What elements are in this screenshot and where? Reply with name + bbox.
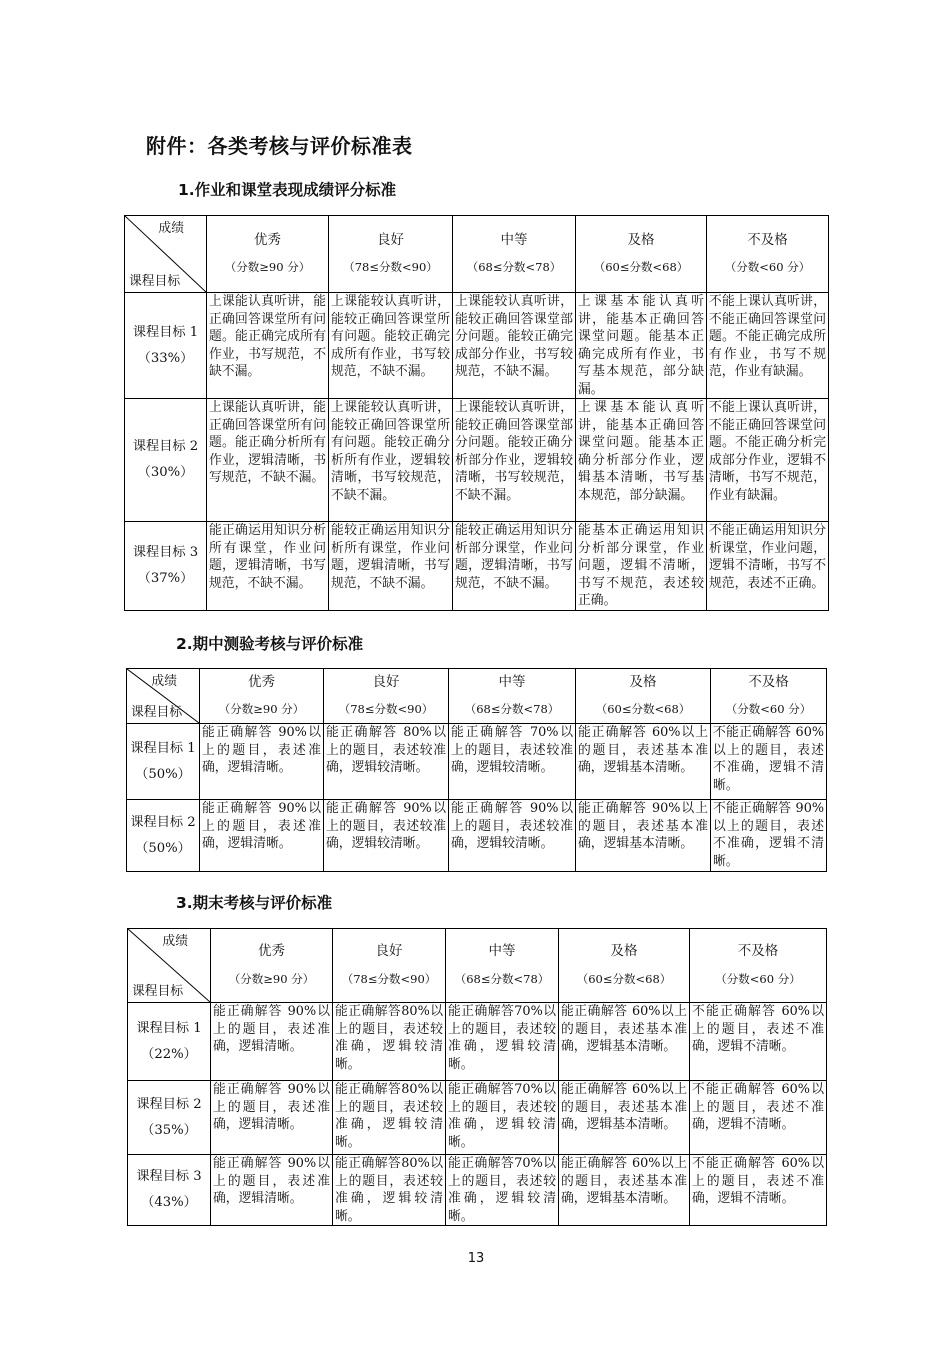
level-score-range: （68≤分数<78）	[464, 702, 560, 716]
criteria-cell: 能正确解答 60%以上的题目，表述基本准确，逻辑基本清晰。	[559, 1155, 690, 1226]
corner-goal-label: 课程目标	[132, 983, 184, 999]
course-goal-cell	[125, 399, 207, 522]
criteria-cell: 能正确解答 90%以上的题目，表述准确，逻辑清晰。	[211, 1003, 333, 1081]
criteria-cell: 上课能认真听讲，能正确回答课堂所有问题。能正确完成所有作业，书写规范，不缺不漏。	[207, 293, 329, 399]
criteria-cell: 上课基本能认真听讲，能基本正确回答课堂问题。能基本正确完成所有作业，书写基本规范，部分缺漏。	[576, 293, 707, 399]
level-header-cell	[200, 669, 324, 724]
level-name: 中等	[498, 673, 526, 690]
corner-score-label: 成绩	[151, 674, 177, 689]
level-name: 中等	[500, 231, 528, 248]
course-goal-cell	[127, 724, 200, 800]
corner-goal-label: 课程目标	[129, 273, 181, 289]
criteria-cell: 能正确解答 90%以上的题目，表述准确，逻辑清晰。	[200, 800, 324, 872]
level-header-cell	[559, 929, 690, 1003]
level-score-range: （78≤分数<90）	[341, 971, 437, 986]
level-score-range: （68≤分数<78）	[454, 971, 550, 986]
level-name: 中等	[488, 943, 516, 959]
level-name: 不及格	[737, 943, 779, 959]
level-header-cell	[707, 216, 829, 293]
final-grading-table	[127, 928, 827, 1226]
level-score-range: （分数<60 分）	[724, 260, 811, 274]
table-row	[127, 800, 827, 872]
level-score-range: （分数<60 分）	[725, 702, 812, 716]
diagonal-header-cell	[127, 669, 200, 724]
corner-score-label: 成绩	[158, 221, 184, 236]
criteria-cell: 能正确解答 90%以上的题目，表述较准确，逻辑较清晰。	[449, 800, 576, 872]
criteria-cell: 能正确解答80%以上的题目，表述较准确，逻辑较清晰。	[333, 1155, 446, 1226]
criteria-cell: 能正确解答 90%以上的题目，表述基本准确，逻辑基本清晰。	[576, 800, 711, 872]
level-header-cell	[449, 669, 576, 724]
table-row	[128, 1003, 827, 1081]
criteria-cell: 能正确解答80%以上的题目，表述较准确，逻辑较清晰。	[333, 1081, 446, 1155]
criteria-cell: 不能正确解答 60%以上的题目，表述不准确，逻辑不清晰。	[690, 1003, 827, 1081]
criteria-cell: 能正确解答 90%以上的题目，表述准确，逻辑清晰。	[211, 1081, 333, 1155]
criteria-cell: 能正确解答 60%以上的题目，表述基本准确，逻辑基本清晰。	[559, 1081, 690, 1155]
criteria-cell: 上课能较认真听讲，能较正确回答课堂所有问题。能较正确完成所有作业，书写较规范，不缺不漏。	[329, 293, 453, 399]
course-goal-label: 课程目标 3	[132, 545, 199, 560]
criteria-cell: 能较正确运用知识分析所有课堂，作业问题，逻辑清晰，书写规范，不缺不漏。	[329, 522, 453, 611]
criteria-cell: 能正确解答 90%以上的题目，表述准确，逻辑清晰。	[200, 724, 324, 800]
header-row	[128, 929, 827, 1003]
level-name: 及格	[629, 673, 657, 690]
criteria-cell: 上课能较认真听讲，能较正确回答课堂部分问题。能较正确分析部分作业，逻辑较清晰，书写较规范，不缺不漏。	[453, 399, 576, 522]
course-goal-cell	[127, 800, 200, 872]
header-row	[125, 216, 829, 293]
criteria-cell: 不能正确解答 90%以上的题目，表述不准确，逻辑不清晰。	[711, 800, 827, 872]
course-goal-cell	[128, 1003, 211, 1081]
criteria-cell: 能正确解答 60%以上的题目，表述基本准确，逻辑基本清晰。	[576, 724, 711, 800]
course-goal-label: 课程目标 1	[132, 324, 199, 340]
table-row	[127, 724, 827, 800]
table-row	[125, 293, 829, 399]
level-score-range: （78≤分数<90）	[338, 702, 434, 716]
level-header-cell	[576, 669, 711, 724]
criteria-cell: 能较正确运用知识分析部分课堂，作业问题，逻辑清晰，书写规范，不缺不漏。	[453, 522, 576, 611]
table-row	[128, 1155, 827, 1226]
level-name: 及格	[627, 231, 655, 248]
level-header-cell	[576, 216, 707, 293]
criteria-cell: 能基本正确运用知识分析部分课堂，作业问题，逻辑不清晰，书写不规范，表述较正确。	[576, 522, 707, 611]
level-score-range: （分数≥90 分）	[224, 260, 311, 274]
course-goal-weight: （43%）	[141, 1195, 197, 1210]
course-goal-cell	[128, 1155, 211, 1226]
criteria-cell: 能正确解答 80%以上的题目，表述较准确，逻辑较清晰。	[324, 724, 449, 800]
level-score-range: （分数<60 分）	[715, 971, 801, 986]
level-score-range: （60≤分数<68）	[576, 971, 672, 986]
section-title-homework: 1.作业和课堂表现成绩评分标准	[178, 181, 397, 199]
table-row	[125, 399, 829, 522]
level-name: 不及格	[748, 673, 789, 690]
criteria-cell: 不能上课认真听讲，不能正确回答课堂问题。不能正确分析完成部分作业，逻辑不清晰，书写不规范，作业有缺漏。	[707, 399, 829, 522]
criteria-cell: 能正确解答70%以上的题目，表述较准确，逻辑较清晰。	[446, 1155, 559, 1226]
level-score-range: （68≤分数<78）	[466, 260, 562, 274]
level-name: 良好	[375, 943, 403, 959]
level-name: 良好	[377, 231, 404, 248]
level-header-cell	[207, 216, 329, 293]
criteria-cell: 不能正确解答 60%以上的题目，表述不准确，逻辑不清晰。	[711, 724, 827, 800]
corner-score-label: 成绩	[162, 934, 188, 949]
criteria-cell: 能正确解答80%以上的题目，表述较准确，逻辑较清晰。	[333, 1003, 446, 1081]
midterm-grading-table	[126, 668, 827, 872]
criteria-cell: 不能上课认真听讲，不能正确回答课堂问题。不能正确完成所有作业，书写不规范，作业有缺漏。	[707, 293, 829, 399]
course-goal-label: 课程目标 2	[130, 814, 196, 830]
criteria-cell: 上课基本能认真听讲，能基本正确回答课堂问题。能基本正确分析部分作业，逻辑基本清晰，书写基本规范，部分缺漏。	[576, 399, 707, 522]
course-goal-label: 课程目标 2	[136, 1096, 202, 1112]
level-score-range: （分数≥90 分）	[218, 702, 305, 716]
criteria-cell: 能正确解答 90%以上的题目，表述较准确，逻辑较清晰。	[324, 800, 449, 872]
page-number: 13	[467, 1251, 485, 1266]
criteria-cell: 能正确解答70%以上的题目，表述较准确，逻辑较清晰。	[446, 1081, 559, 1155]
level-header-cell	[324, 669, 449, 724]
course-goal-cell	[128, 1081, 211, 1155]
level-header-cell	[453, 216, 576, 293]
header-row	[127, 669, 827, 724]
course-goal-weight: （50%）	[135, 766, 191, 782]
course-goal-weight: （22%）	[141, 1046, 197, 1062]
level-name: 及格	[610, 943, 638, 959]
level-score-range: （分数≥90 分）	[228, 971, 315, 986]
level-header-cell	[446, 929, 559, 1003]
level-name: 优秀	[258, 943, 285, 959]
criteria-cell: 能正确解答 70%以上的题目，表述较准确，逻辑较清晰。	[449, 724, 576, 800]
course-goal-weight: （35%）	[141, 1122, 197, 1138]
criteria-cell: 能正确解答 90%以上的题目，表述准确，逻辑清晰。	[211, 1155, 333, 1226]
course-goal-weight: （50%）	[135, 840, 191, 856]
criteria-cell: 上课能认真听讲，能正确回答课堂所有问题。能正确分析所有作业，逻辑清晰，书写规范，不缺不漏。	[207, 399, 329, 522]
table-row	[128, 1081, 827, 1155]
level-header-cell	[329, 216, 453, 293]
level-name: 优秀	[254, 231, 281, 248]
level-name: 不及格	[747, 231, 788, 248]
criteria-cell: 能正确解答 60%以上的题目，表述基本准确，逻辑基本清晰。	[559, 1003, 690, 1081]
page-title: 附件：各类考核与评价标准表	[146, 134, 413, 158]
course-goal-cell	[125, 293, 207, 399]
level-score-range: （60≤分数<68）	[593, 260, 689, 274]
section-title-final: 3.期末考核与评价标准	[176, 894, 333, 912]
course-goal-weight: （30%）	[137, 465, 194, 480]
level-header-cell	[211, 929, 333, 1003]
section-title-midterm: 2.期中测验考核与评价标准	[176, 635, 364, 653]
level-header-cell	[690, 929, 827, 1003]
criteria-cell: 不能正确解答 60%以上的题目，表述不准确，逻辑不清晰。	[690, 1081, 827, 1155]
criteria-cell: 上课能较认真听讲，能较正确回答课堂部分问题。能较正确完成部分作业，书写较规范，不缺不漏。	[453, 293, 576, 399]
course-goal-cell	[125, 522, 207, 611]
course-goal-label: 课程目标 1	[136, 1020, 202, 1036]
criteria-cell: 上课能较认真听讲，能较正确回答课堂所有问题。能较正确分析所有作业，逻辑较清晰，书写较规范，不缺不漏。	[329, 399, 453, 522]
corner-goal-label: 课程目标	[131, 704, 183, 720]
level-header-cell	[333, 929, 446, 1003]
course-goal-weight: （33%）	[137, 350, 194, 366]
level-score-range: （78≤分数<90）	[343, 260, 438, 274]
level-header-cell	[711, 669, 827, 724]
table-row	[125, 522, 829, 611]
criteria-cell: 不能正确解答 60%以上的题目，表述不准确，逻辑不清晰。	[690, 1155, 827, 1226]
diagonal-header-cell	[128, 929, 211, 1003]
course-goal-label: 课程目标 3	[136, 1169, 202, 1184]
diagonal-header-cell	[125, 216, 207, 293]
course-goal-weight: （37%）	[137, 571, 194, 586]
level-name: 优秀	[248, 673, 275, 690]
homework-grading-table	[124, 215, 829, 611]
level-name: 良好	[372, 673, 400, 690]
criteria-cell: 不能正确运用知识分析课堂，作业问题，逻辑不清晰，书写不规范，表述不正确。	[707, 522, 829, 611]
course-goal-label: 课程目标 1	[130, 740, 196, 756]
level-score-range: （60≤分数<68）	[595, 702, 691, 716]
course-goal-label: 课程目标 2	[132, 439, 199, 454]
criteria-cell: 能正确运用知识分析所有课堂，作业问题，逻辑清晰，书写规范，不缺不漏。	[207, 522, 329, 611]
criteria-cell: 能正确解答70%以上的题目，表述较准确，逻辑较清晰。	[446, 1003, 559, 1081]
